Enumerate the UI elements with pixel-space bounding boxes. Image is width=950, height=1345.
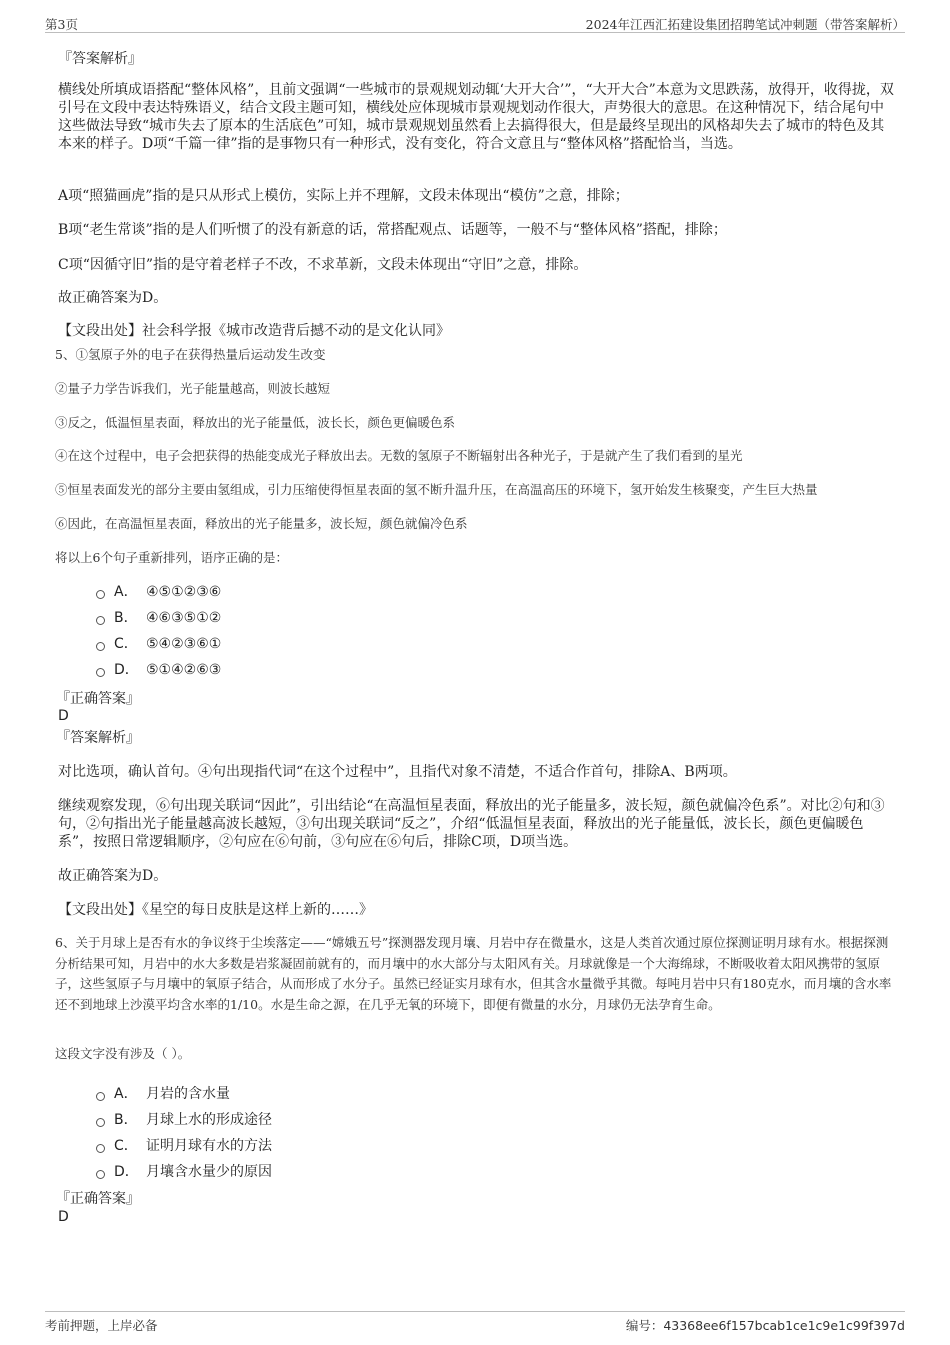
- q6-stem: 这段文字没有涉及（ ）。: [55, 1046, 191, 1061]
- q5-correct-answer: D: [58, 708, 69, 724]
- q5-sentence-1: 5、①氢原子外的电子在获得热量后运动发生改变: [55, 347, 326, 362]
- radio-icon[interactable]: [96, 1118, 105, 1127]
- q5-stem: 将以上6个句子重新排列，语序正确的是：: [55, 550, 288, 565]
- q5-sentence-6: ⑥因此，在高温恒星表面，释放出的光子能量多，波长短，颜色就偏冷色系: [55, 516, 468, 531]
- footer-slogan: 考前押题，上岸必备: [45, 1318, 158, 1333]
- q6-option-d[interactable]: D． 月壤含水量少的原因: [96, 1163, 272, 1181]
- radio-icon[interactable]: [96, 1170, 105, 1179]
- q5-option-b[interactable]: B． ④⑥③⑤①②: [96, 609, 221, 627]
- q5-analysis-label: 『答案解析』: [56, 730, 140, 746]
- radio-icon[interactable]: [96, 590, 105, 599]
- q5-sentence-3: ③反之，低温恒星表面，释放出的光子能量低，波长长，颜色更偏暖色系: [55, 415, 456, 430]
- q5-sentence-2: ②量子力学告诉我们，光子能量越高，则波长越短: [55, 381, 331, 396]
- q6-option-b[interactable]: B． 月球上水的形成途径: [96, 1111, 272, 1129]
- radio-icon[interactable]: [96, 1144, 105, 1153]
- q4-analysis-p2: A项“照猫画虎”指的是只从形式上模仿，实际上并不理解，文段未体现出“模仿”之意，排除；: [58, 188, 629, 204]
- page-number: 第3页: [45, 17, 78, 32]
- q5-option-c[interactable]: C． ⑤④②③⑥①: [96, 635, 221, 653]
- q5-sentence-5: ⑤恒星表面发光的部分主要由氢组成，引力压缩使得恒星表面的氢不断升温升压，在高温高压的环境下，氢开始发生核聚变，产生巨大热量: [55, 482, 818, 497]
- radio-icon[interactable]: [96, 1092, 105, 1101]
- radio-icon[interactable]: [96, 616, 105, 625]
- document-title: 2024年江西汇拓建设集团招聘笔试冲刺题（带答案解析）: [585, 17, 905, 32]
- page-footer: [45, 1311, 905, 1336]
- radio-icon[interactable]: [96, 642, 105, 651]
- q5-analysis-p2: 继续观察发现，⑥句出现关联词“因此”，引出结论“在高温恒星表面，释放出的光子能量多，波长短，颜色就偏冷色系”。对比②句和③句，②句指出光子能量越高波长越短，③句出现关联词“反之”，介绍“低温恒星表面，释放出的光子能量低，波长长，颜色更偏暖色系”，按照日常逻辑顺序，②句应在⑥句前，③句应在⑥句后，排除C项，D项当选。: [58, 798, 885, 850]
- q5-option-a[interactable]: A． ④⑤①②③⑥: [96, 583, 221, 601]
- q6-option-a[interactable]: A． 月岩的含水量: [96, 1085, 230, 1103]
- q4-source: 【文段出处】社会科学报《城市改造背后撼不动的是文化认同》: [58, 323, 450, 339]
- q5-option-d[interactable]: D． ⑤①④②⑥③: [96, 661, 221, 679]
- page-header: [45, 12, 905, 33]
- q4-analysis-p3: B项“老生常谈”指的是人们听惯了的没有新意的话，常搭配观点、话题等，一般不与“整体风格”搭配，排除；: [58, 222, 727, 238]
- q5-source: 【文段出处】《星空的每日皮肤是这样上新的……》: [58, 902, 373, 918]
- radio-icon[interactable]: [96, 668, 105, 677]
- document-id: 编号：43368ee6f157bcab1ce1c9e1c99f397d: [625, 1318, 905, 1333]
- q5-correct-label: 『正确答案』: [56, 691, 140, 707]
- q4-answer-line: 故正确答案为D。: [58, 290, 168, 306]
- q5-sentence-4: ④在这个过程中，电子会把获得的热能变成光子释放出去。无数的氢原子不断辐射出各种光子，于是就产生了我们看到的星光: [55, 448, 743, 463]
- q5-answer-line: 故正确答案为D。: [58, 868, 168, 884]
- q6-correct-label: 『正确答案』: [56, 1191, 140, 1207]
- q4-analysis-label: 『答案解析』: [58, 51, 142, 67]
- q4-analysis-p4: C项“因循守旧”指的是守着老样子不改，不求革新，文段未体现出“守旧”之意，排除。: [58, 257, 588, 273]
- q6-option-c[interactable]: C． 证明月球有水的方法: [96, 1137, 272, 1155]
- q4-analysis-p1: 横线处所填成语搭配“整体风格”，且前文强调“一些城市的景观规划动辄‘大开大合’”，“大开大合”本意为文思跌荡，放得开，收得拢，双引号在文段中表达特殊语义，结合文段主题可知，横线处应体现城市景观规划动作很大，声势很大的意思。在这种情况下，结合尾句中这些做法导致“城市失去了原本的生活底色”可知，城市景观规划虽然看上去搞得很大，但是最终呈现出的风格却失去了城市的特色及其本来的样子。D项“千篇一律”指的是事物只有一种形式，没有变化，符合文意且与“整体风格”搭配恰当，当选。: [58, 82, 894, 152]
- q5-analysis-p1: 对比选项，确认首句。④句出现指代词“在这个过程中”，且指代对象不清楚，不适合作首句，排除A、B两项。: [58, 764, 737, 780]
- q6-passage: 6、关于月球上是否有水的争议终于尘埃落定——“嫦娥五号”探测器发现月壤、月岩中存在微量水，这是人类首次通过原位探测证明月球有水。根据探测分析结果可知，月岩中的水大多数是岩浆凝固前就有的，而月壤中的水大部分与太阳风有关。月球就像是一个大海绵球，不断吸收着太阳风携带的氢原子，这些氢原子与月壤中的氧原子结合，从而形成了水分子。虽然已经证实月球有水，但其含水量微乎其微。每吨月岩中只有180克水，而月壤的含水率还不到地球上沙漠平均含水率的1/10。水是生命之源，在几乎无氧的环境下，即便有微量的水分，月球仍无法孕育生命。: [55, 935, 892, 1012]
- q6-correct-answer: D: [58, 1209, 69, 1225]
